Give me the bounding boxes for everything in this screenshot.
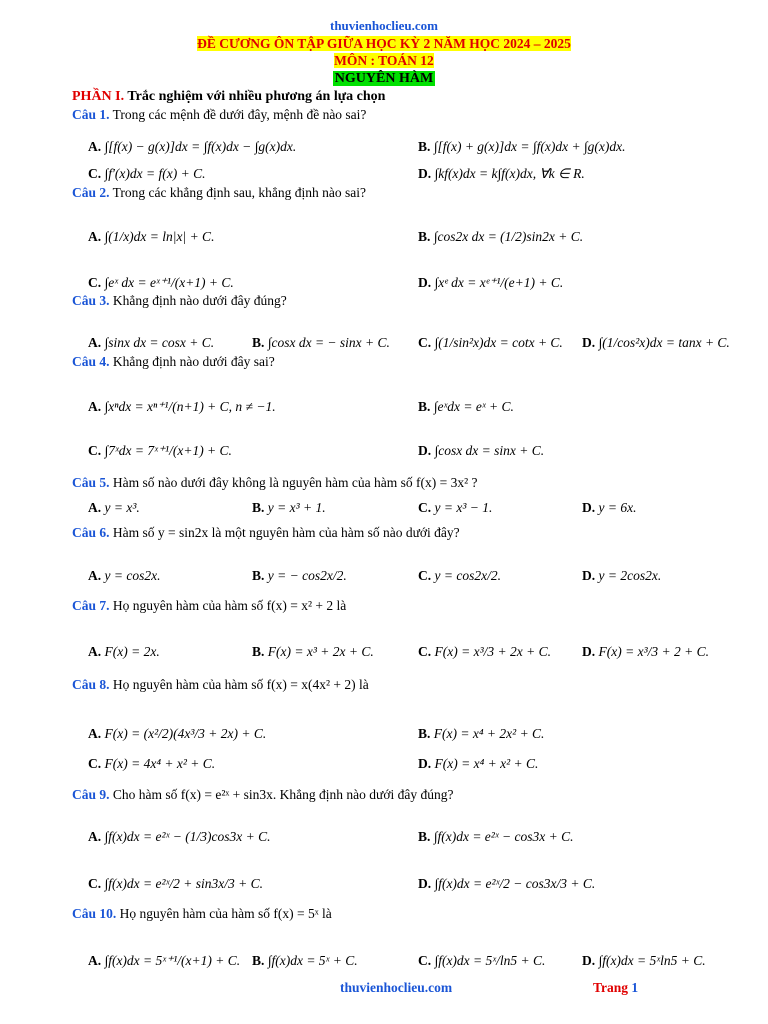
question-number: Câu 6. (72, 525, 110, 540)
option-text: ∫cosx dx = − sinx + C. (267, 335, 390, 350)
question-number: Câu 4. (72, 354, 110, 369)
question-number: Câu 2. (72, 185, 110, 200)
option-text: ∫cos2x dx = (1/2)sin2x + C. (433, 229, 584, 244)
question-9 (72, 787, 453, 803)
option-text: ∫f(x)dx = 5ˣ⁺¹/(x+1) + C. (104, 953, 241, 968)
option-text: y = 2cos2x. (598, 568, 662, 583)
option-text: F(x) = 2x. (104, 644, 160, 659)
option-text: y = x³ − 1. (434, 500, 493, 515)
question-number: Câu 3. (72, 293, 110, 308)
option-b[interactable]: B. ∫f(x)dx = e²ˣ − cos3x + C. (418, 829, 574, 844)
document-title-text: ĐỀ CƯƠNG ÔN TẬP GIỮA HỌC KỲ 2 NĂM HỌC 2024 – 2025 (197, 36, 571, 51)
option-text: ∫f(x)dx = 5ˣ + C. (267, 953, 358, 968)
option-text: ∫f(x)dx = e²ˣ/2 + sin3x/3 + C. (104, 876, 263, 891)
question-number: Câu 10. (72, 906, 117, 921)
option-a[interactable]: A. y = cos2x. (88, 568, 161, 583)
question-text: Hàm số y = sin2x là một nguyên hàm của hàm số nào dưới đây? (112, 525, 460, 540)
question-text: Họ nguyên hàm của hàm số f(x) = x² + 2 là (112, 598, 347, 613)
option-text: F(x) = x⁴ + x² + C. (434, 756, 539, 771)
part-text: Trắc nghiệm với nhiều phương án lựa chọn (127, 89, 386, 104)
option-text: ∫f(x)dx = e²ˣ/2 − cos3x/3 + C. (434, 876, 596, 891)
option-a[interactable]: A. ∫xⁿdx = xⁿ⁺¹/(n+1) + C, n ≠ −1. (88, 399, 276, 414)
option-c[interactable]: C. ∫7ˣdx = 7ˣ⁺¹/(x+1) + C. (88, 443, 232, 458)
question-text: Khẳng định nào dưới đây đúng? (112, 293, 287, 308)
option-b[interactable]: B. ∫[f(x) + g(x)]dx = ∫f(x)dx + ∫g(x)dx. (418, 139, 626, 154)
subject-title-text: MÔN : TOÁN 12 (334, 53, 434, 68)
question-text: Trong các khẳng định sau, khẳng định nào sai? (112, 185, 366, 200)
question-4 (72, 354, 275, 370)
question-number: Câu 8. (72, 677, 110, 692)
question-1 (72, 107, 366, 123)
option-a[interactable]: A. F(x) = 2x. (88, 644, 160, 659)
question-5 (72, 475, 478, 491)
option-d[interactable]: D. ∫(1/cos²x)dx = tanx + C. (582, 335, 730, 350)
option-text: F(x) = (x²/2)(4x³/3 + 2x) + C. (104, 726, 267, 741)
question-3 (72, 293, 287, 309)
option-b[interactable]: B. ∫cos2x dx = (1/2)sin2x + C. (418, 229, 584, 244)
option-text: F(x) = x⁴ + 2x² + C. (433, 726, 545, 741)
option-a[interactable]: A. ∫f(x)dx = 5ˣ⁺¹/(x+1) + C. (88, 953, 241, 968)
topic-title (0, 71, 768, 87)
option-text: y = cos2x. (104, 568, 161, 583)
option-d[interactable]: D. ∫kf(x)dx = k∫f(x)dx, ∀k ∈ R. (418, 166, 585, 181)
option-text: y = 6x. (598, 500, 637, 515)
option-text: F(x) = 4x⁴ + x² + C. (104, 756, 216, 771)
site-name: thuvienhoclieu.com (330, 18, 438, 33)
option-d[interactable]: D. y = 6x. (582, 500, 637, 515)
option-b[interactable]: B. ∫cosx dx = − sinx + C. (252, 335, 390, 350)
option-c[interactable]: C. y = cos2x/2. (418, 568, 501, 583)
part-heading (72, 89, 385, 105)
option-text: F(x) = x³ + 2x + C. (267, 644, 374, 659)
document-title (0, 36, 768, 52)
option-text: y = cos2x/2. (434, 568, 501, 583)
option-c[interactable]: C. F(x) = x³/3 + 2x + C. (418, 644, 551, 659)
option-text: ∫f(x)dx = 5ˣln5 + C. (598, 953, 706, 968)
option-b[interactable]: B. y = x³ + 1. (252, 500, 326, 515)
question-2 (72, 185, 366, 201)
option-text: ∫sinx dx = cosx + C. (104, 335, 215, 350)
option-d[interactable]: D. y = 2cos2x. (582, 568, 662, 583)
option-c[interactable]: C. ∫f′(x)dx = f(x) + C. (88, 166, 206, 181)
question-6 (72, 525, 460, 541)
question-number: Câu 1. (72, 107, 110, 122)
question-number: Câu 7. (72, 598, 110, 613)
option-d[interactable]: D. ∫f(x)dx = e²ˣ/2 − cos3x/3 + C. (418, 876, 596, 891)
option-b[interactable]: B. F(x) = x⁴ + 2x² + C. (418, 726, 545, 741)
option-text: ∫xⁿdx = xⁿ⁺¹/(n+1) + C, n ≠ −1. (104, 399, 276, 414)
option-text: y = − cos2x/2. (267, 568, 347, 583)
option-b[interactable]: B. y = − cos2x/2. (252, 568, 347, 583)
option-text: ∫[f(x) − g(x)]dx = ∫f(x)dx − ∫g(x)dx. (104, 139, 297, 154)
option-a[interactable]: A. ∫[f(x) − g(x)]dx = ∫f(x)dx − ∫g(x)dx. (88, 139, 297, 154)
question-text: Họ nguyên hàm của hàm số f(x) = x(4x² + 2) là (112, 677, 369, 692)
option-text: F(x) = x³/3 + 2x + C. (434, 644, 551, 659)
option-text: ∫(1/cos²x)dx = tanx + C. (598, 335, 730, 350)
option-text: ∫eˣ dx = eˣ⁺¹/(x+1) + C. (104, 275, 234, 290)
page-label: Trang (593, 980, 629, 995)
option-text: ∫xᵉ dx = xᵉ⁺¹/(e+1) + C. (434, 275, 564, 290)
option-text: ∫f(x)dx = e²ˣ − cos3x + C. (433, 829, 574, 844)
option-text: ∫eˣdx = eˣ + C. (433, 399, 514, 414)
option-text: y = x³. (104, 500, 140, 515)
option-text: ∫[f(x) + g(x)]dx = ∫f(x)dx + ∫g(x)dx. (433, 139, 626, 154)
option-text: ∫f(x)dx = 5ˣ/ln5 + C. (434, 953, 546, 968)
option-c[interactable]: C. ∫(1/sin²x)dx = cotx + C. (418, 335, 563, 350)
subject-title (0, 53, 768, 69)
option-a[interactable]: A. ∫f(x)dx = e²ˣ − (1/3)cos3x + C. (88, 829, 271, 844)
question-text: Trong các mệnh đề dưới đây, mệnh đề nào sai? (112, 107, 367, 122)
option-a[interactable]: A. F(x) = (x²/2)(4x³/3 + 2x) + C. (88, 726, 267, 741)
question-text: Khẳng định nào dưới đây sai? (112, 354, 275, 369)
question-10 (72, 906, 332, 922)
question-text: Cho hàm số f(x) = e²ˣ + sin3x. Khẳng định nào dưới đây đúng? (112, 787, 454, 802)
option-text: ∫kf(x)dx = k∫f(x)dx, ∀k ∈ R. (434, 166, 585, 181)
question-7 (72, 598, 346, 614)
question-number: Câu 9. (72, 787, 110, 802)
option-text: ∫(1/x)dx = ln|x| + C. (104, 229, 215, 244)
option-text: ∫f′(x)dx = f(x) + C. (104, 166, 206, 181)
option-text: ∫f(x)dx = e²ˣ − (1/3)cos3x + C. (104, 829, 271, 844)
option-text: ∫(1/sin²x)dx = cotx + C. (434, 335, 563, 350)
option-c[interactable]: C. y = x³ − 1. (418, 500, 493, 515)
option-a[interactable]: A. ∫sinx dx = cosx + C. (88, 335, 215, 350)
option-c[interactable]: C. ∫eˣ dx = eˣ⁺¹/(x+1) + C. (88, 275, 234, 290)
option-d[interactable]: D. ∫cosx dx = sinx + C. (418, 443, 545, 458)
option-c[interactable]: C. ∫f(x)dx = 5ˣ/ln5 + C. (418, 953, 546, 968)
option-a[interactable]: A. ∫(1/x)dx = ln|x| + C. (88, 229, 215, 244)
page-number-value: 1 (631, 980, 639, 995)
footer-site: thuvienhoclieu.com (340, 980, 453, 995)
option-text: F(x) = x³/3 + 2 + C. (598, 644, 709, 659)
question-text: Họ nguyên hàm của hàm số f(x) = 5ˣ là (119, 906, 332, 921)
option-b[interactable]: B. ∫f(x)dx = 5ˣ + C. (252, 953, 358, 968)
option-d[interactable]: D. F(x) = x⁴ + x² + C. (418, 756, 539, 771)
option-a[interactable]: A. y = x³. (88, 500, 140, 515)
option-c[interactable]: C. ∫f(x)dx = e²ˣ/2 + sin3x/3 + C. (88, 876, 263, 891)
option-d[interactable]: D. ∫f(x)dx = 5ˣln5 + C. (582, 953, 706, 968)
page-number (593, 980, 638, 996)
option-d[interactable]: D. ∫xᵉ dx = xᵉ⁺¹/(e+1) + C. (418, 275, 564, 290)
question-number: Câu 5. (72, 475, 110, 490)
part-label: PHẦN I. (72, 89, 125, 104)
question-text: Hàm số nào dưới đây không là nguyên hàm của hàm số f(x) = 3x² ? (112, 475, 478, 490)
option-text: ∫cosx dx = sinx + C. (434, 443, 545, 458)
option-c[interactable]: C. F(x) = 4x⁴ + x² + C. (88, 756, 216, 771)
topic-title-text: NGUYÊN HÀM (334, 71, 434, 86)
option-d[interactable]: D. F(x) = x³/3 + 2 + C. (582, 644, 709, 659)
option-b[interactable]: B. F(x) = x³ + 2x + C. (252, 644, 374, 659)
option-b[interactable]: B. ∫eˣdx = eˣ + C. (418, 399, 514, 414)
option-text: ∫7ˣdx = 7ˣ⁺¹/(x+1) + C. (104, 443, 232, 458)
question-8 (72, 677, 369, 693)
option-text: y = x³ + 1. (267, 500, 326, 515)
